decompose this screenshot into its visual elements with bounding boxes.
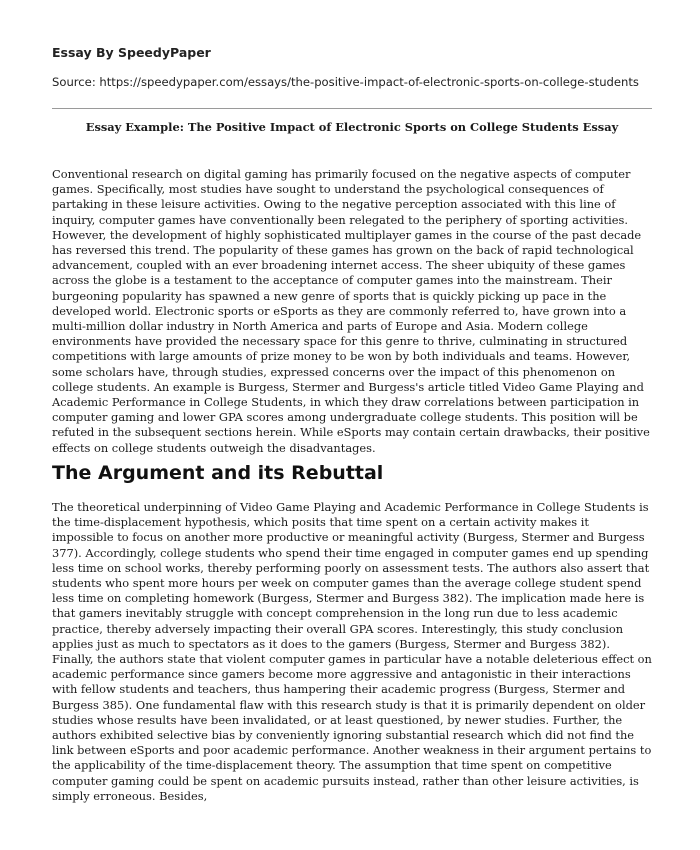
essay-title: Essay Example: The Positive Impact of Electronic Sports on College Students Essay xyxy=(85,120,619,134)
header-divider xyxy=(52,108,652,109)
brand-title: Essay By SpeedyPaper xyxy=(52,45,211,60)
source-line: Source: https://speedypaper.com/essays/the-positive-impact-of-electronic-sports-on-college-students xyxy=(52,75,639,89)
section-heading: The Argument and its Rebuttal xyxy=(52,462,384,484)
essay-paragraph-intro: Conventional research on digital gaming has primarily focused on the negative aspects of computer games. Specifically, most studies have sought to understand the psychological consequences of partaking in these leisure activities. Owing to the negative perception associated with this line of inquiry, computer games have conventionally been relegated to the periphery of sporting activities. However, the development of highly sophisticated multiplayer games in the course of the past decade has reversed this trend. The popularity of these games has grown on the back of rapid technological advancement, coupled with an ever broadening internet access. The sheer ubiquity of these games across the globe is a testament to the acceptance of computer games into the mainstream. Their burgeoning popularity has spawned a new genre of sports that is quickly picking up pace in the developed world. Electronic sports or eSports as they are commonly referred to, have grown into a multi-million dollar industry in North America and parts of Europe and Asia. Modern college environments have provided the necessary space for this genre to thrive, culminating in structured competitions with large amounts of prize money to be won by both individuals and teams. However, some scholars have, through studies, expressed concerns over the impact of this phenomenon on college students. An example is Burgess, Stermer and Burgess's article titled Video Game Playing and Academic Performance in College Students, in which they draw correlations between participation in computer gaming and lower GPA scores among undergraduate college students. This position will be refuted in the subsequent sections herein. While eSports may contain certain drawbacks, their positive effects on college students outweigh the disadvantages. xyxy=(52,167,650,455)
essay-paragraph-argument: The theoretical underpinning of Video Game Playing and Academic Performance in College Students is the time-displacement hypothesis, which posits that time spent on a certain activity makes it impossible to focus on another more productive or meaningful activity (Burgess, Stermer and Burgess 377). Accordingly, college students who spend their time engaged in computer games end up spending less time on school works, thereby performing poorly on assessment tests. The authors also assert that students who spent more hours per week on computer games than the average college student spend less time on completing homework (Burgess, Stermer and Burgess 382). The implication made here is that gamers inevitably struggle with concept comprehension in the long run due to less academic practice, thereby adversely impacting their overall GPA scores. Interestingly, this study conclusion applies just as much to spectators as it does to the gamers (Burgess, Stermer and Burgess 382). Finally, the authors state that violent computer games in particular have a notable deleterious effect on academic performance since gamers become more aggressive and antagonistic in their interactions with fellow students and teachers, thus hampering their academic progress (Burgess, Stermer and Burgess 385). One fundamental flaw with this research study is that it is primarily dependent on older studies whose results have been invalidated, or at least questioned, by newer studies. Further, the authors exhibited selective bias by conveniently ignoring substantial research which did not find the link between eSports and poor academic performance. Another weakness in their argument pertains to the applicability of the time-displacement theory. The assumption that time spent on competitive computer gaming could be spent on academic pursuits instead, rather than other leisure activities, is simply erroneous. Besides, xyxy=(52,500,652,803)
